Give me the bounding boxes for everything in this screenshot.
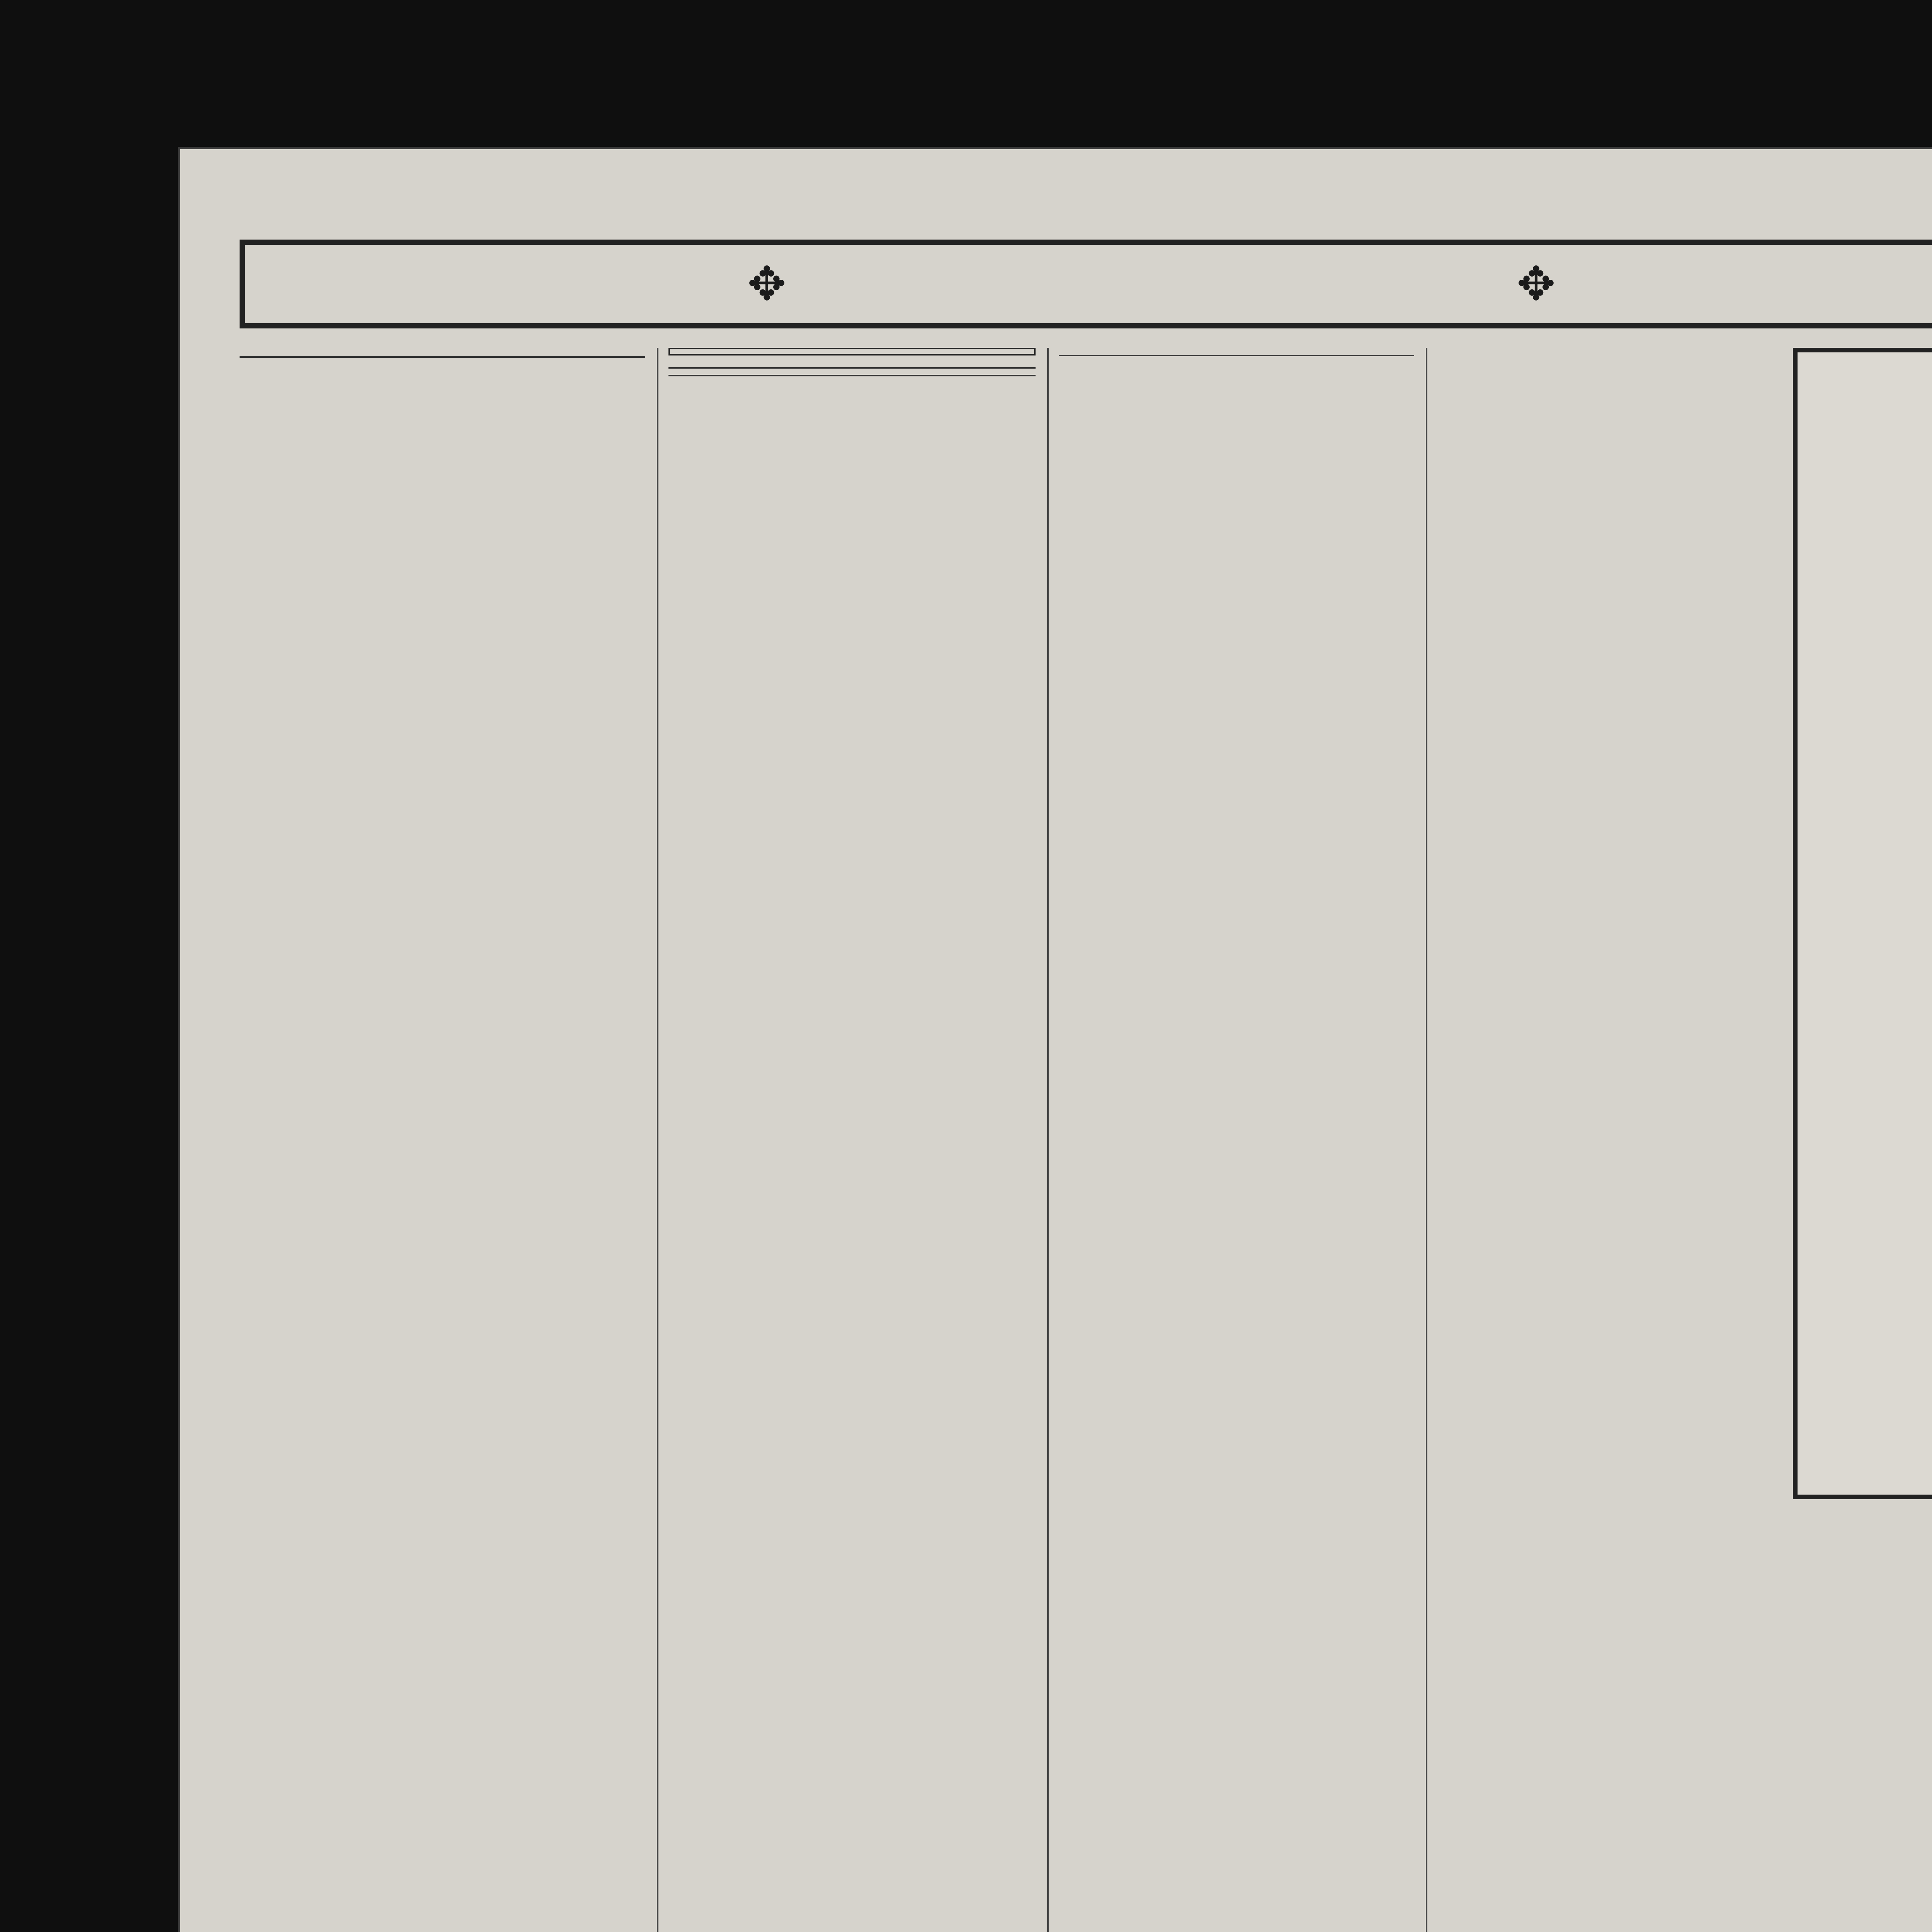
ornament-icon: ✥ <box>1517 257 1556 311</box>
divider <box>668 375 1036 376</box>
column-rule <box>657 348 658 1932</box>
folio-line <box>232 185 1932 209</box>
ornament-icon: ✥ <box>747 257 786 311</box>
column-rule <box>1426 348 1427 1932</box>
divider <box>240 356 645 358</box>
newspaper-page <box>178 147 1932 1932</box>
intermediate-schedule-column <box>1059 348 1414 363</box>
article-aura-lee <box>240 348 645 365</box>
okeefe-brewery-ad <box>1793 348 1932 1499</box>
divider <box>1059 355 1414 356</box>
column-rule <box>1047 348 1049 1932</box>
divider <box>668 367 1036 369</box>
sports-banner <box>240 240 1932 328</box>
hockey-scores-column <box>668 348 1036 383</box>
babe-ruth-article <box>1441 348 1774 356</box>
hockey-scores-boxhead <box>668 348 1036 355</box>
